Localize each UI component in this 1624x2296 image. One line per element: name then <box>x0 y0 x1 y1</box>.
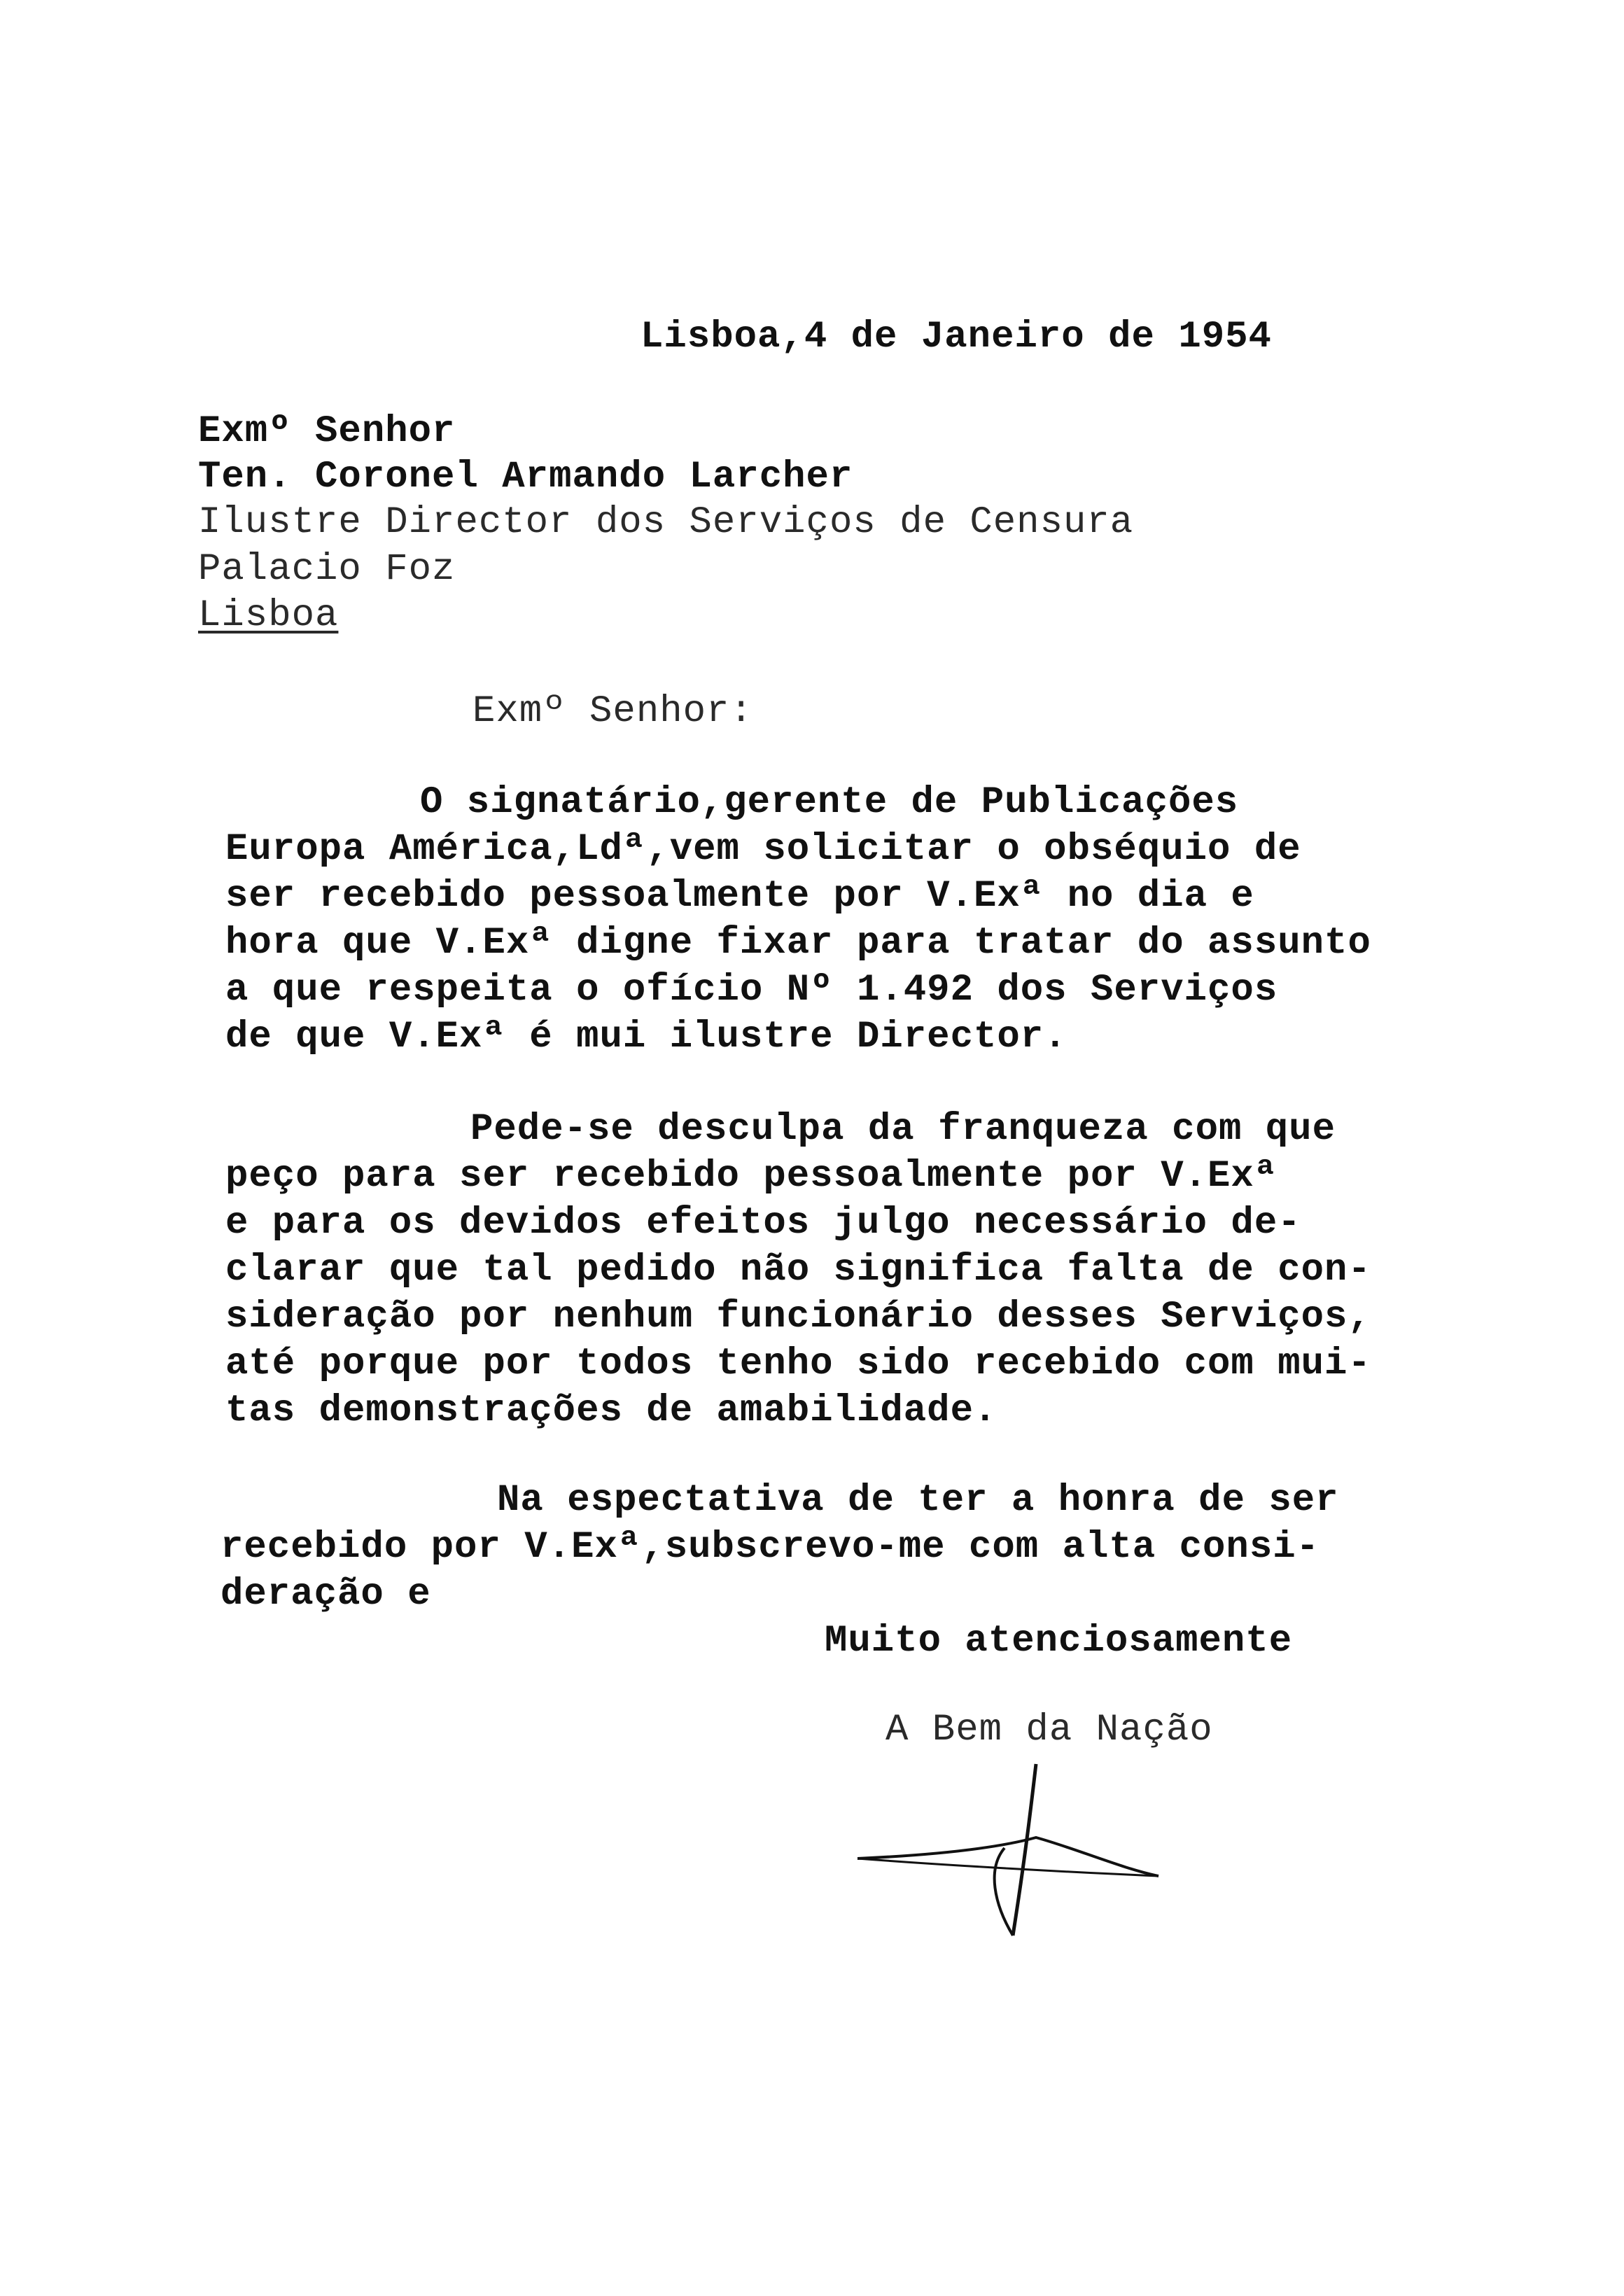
paragraph-line: de que V.Exª é mui ilustre Director. <box>225 1016 1068 1058</box>
date-line: Lisboa,4 de Janeiro de 1954 <box>640 316 1272 358</box>
addressee-title: Exmº Senhor <box>198 410 456 453</box>
paragraph-line: hora que V.Exª digne fixar para tratar do assunto <box>225 922 1371 965</box>
paragraph-line: recebido por V.Exª,subscrevo-me com alta consi- <box>220 1526 1320 1569</box>
paragraph-line: O signatário,gerente de Publicações <box>420 781 1239 824</box>
paragraph-line: Europa América,Ldª,vem solicitar o obséquio de <box>225 828 1301 871</box>
addressee-city: Lisboa <box>198 594 339 637</box>
paragraph-line: tas demonstrações de amabilidade. <box>225 1390 997 1432</box>
paragraph-line: ser recebido pessoalmente por V.Exª no dia e <box>225 875 1254 918</box>
paragraph-line: a que respeita o ofício Nº 1.492 dos Serviços <box>225 969 1278 1011</box>
addressee-position: Ilustre Director dos Serviços de Censura <box>198 501 1134 544</box>
paragraph-line: deração e <box>220 1573 431 1616</box>
complimentary-close: Muito atenciosamente <box>825 1620 1293 1662</box>
salutation: Exmº Senhor: <box>472 690 753 733</box>
addressee-name: Ten. Coronel Armando Larcher <box>198 456 853 498</box>
paragraph-line: peço para ser recebido pessoalmente por V.Exª <box>225 1155 1278 1198</box>
handwritten-signature <box>850 1750 1180 1946</box>
addressee-building: Palacio Foz <box>198 548 456 591</box>
paragraph-line: Na espectativa de ter a honra de ser <box>497 1479 1339 1522</box>
paragraph-line: Pede-se desculpa da franqueza com que <box>470 1108 1336 1151</box>
paragraph-line: e para os devidos efeitos julgo necessário de- <box>225 1202 1301 1245</box>
paragraph-line: até porque por todos tenho sido recebido com mui- <box>225 1343 1371 1385</box>
motto-close: A Bem da Nação <box>886 1709 1213 1751</box>
paragraph-line: clarar que tal pedido não significa falta de con- <box>225 1249 1371 1292</box>
paragraph-line: sideração por nenhum funcionário desses Serviços, <box>225 1296 1371 1338</box>
